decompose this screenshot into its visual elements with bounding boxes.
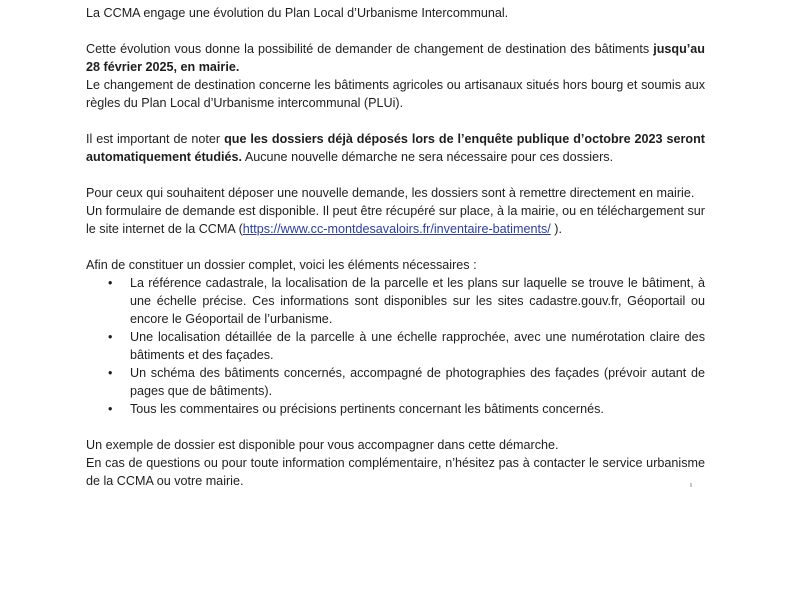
list-item bbox=[86, 328, 705, 364]
paragraph-form bbox=[86, 202, 705, 238]
inventory-link[interactable]: https://www.cc-montdesavaloirs.fr/inventaire-batiments/ bbox=[242, 222, 551, 236]
bullet-icon: • bbox=[108, 366, 113, 380]
deadline-text: Cette évolution vous donne la possibilité de demander de changement de destination des bâtiments bbox=[86, 42, 654, 56]
bullet-icon: • bbox=[108, 402, 113, 416]
paragraph-existing-files bbox=[86, 130, 705, 166]
deadline-date: jusqu’au 28 février 2025, en mairie. bbox=[86, 42, 705, 74]
list-item bbox=[86, 364, 705, 400]
scan-mark bbox=[690, 483, 692, 487]
paragraph-scope: Le changement de destination concerne les bâtiments agricoles ou artisanaux situés hors bourg et soumis aux règles du Plan Local d’Urbanisme intercommunal (PLUi). bbox=[86, 78, 705, 110]
document-body bbox=[86, 4, 705, 490]
list-item-text: Une localisation détaillée de la parcelle à une échelle rapprochée, avec une numérotation claire des bâtiments et des façades. bbox=[130, 330, 705, 362]
paragraph-deadline bbox=[86, 40, 705, 76]
list-item bbox=[86, 400, 705, 418]
bullet-icon: • bbox=[108, 276, 113, 290]
form-text-end: ). bbox=[550, 222, 562, 236]
list-intro: Afin de constituer un dossier complet, voici les éléments nécessaires : bbox=[86, 258, 477, 272]
existing-files-note: Aucune nouvelle démarche ne sera nécessaire pour ces dossiers. bbox=[242, 150, 614, 164]
form-text: Un formulaire de demande est disponible. Il peut être récupéré sur place, à la mairie, ou en téléchargement sur le site internet de la CCMA ( bbox=[86, 204, 705, 236]
bullet-icon: • bbox=[108, 330, 113, 344]
paragraph-contact: En cas de questions ou pour toute information complémentaire, n’hésitez pas à contacter le service urbanisme de la CCMA ou votre mairie. bbox=[86, 456, 705, 488]
existing-files-bold: que les dossiers déjà déposés lors de l’enquête publique d’octobre 2023 seront automatiquement étudiés. bbox=[86, 132, 705, 164]
list-item-text: Tous les commentaires ou précisions pertinents concernant les bâtiments concernés. bbox=[130, 402, 604, 416]
list-item-text: Un schéma des bâtiments concernés, accompagné de photographies des façades (prévoir autant de pages que de bâtiments). bbox=[130, 366, 705, 398]
list-item-text: La référence cadastrale, la localisation de la parcelle et les plans sur laquelle se trouve le bâtiment, à une échelle précise. Ces informations sont disponibles sur les sites cadastre.gouv.fr, Géoportail ou encore le Géoportail de l’urbanisme. bbox=[130, 276, 705, 326]
existing-files-text: Il est important de noter bbox=[86, 132, 225, 146]
list-item bbox=[86, 274, 705, 328]
paragraph-intro: La CCMA engage une évolution du Plan Local d’Urbanisme Intercommunal. bbox=[86, 6, 509, 20]
required-elements-list bbox=[86, 274, 705, 418]
paragraph-example: Un exemple de dossier est disponible pour vous accompagner dans cette démarche. bbox=[86, 438, 559, 452]
paragraph-new-request: Pour ceux qui souhaitent déposer une nouvelle demande, les dossiers sont à remettre directement en mairie. bbox=[86, 186, 695, 200]
